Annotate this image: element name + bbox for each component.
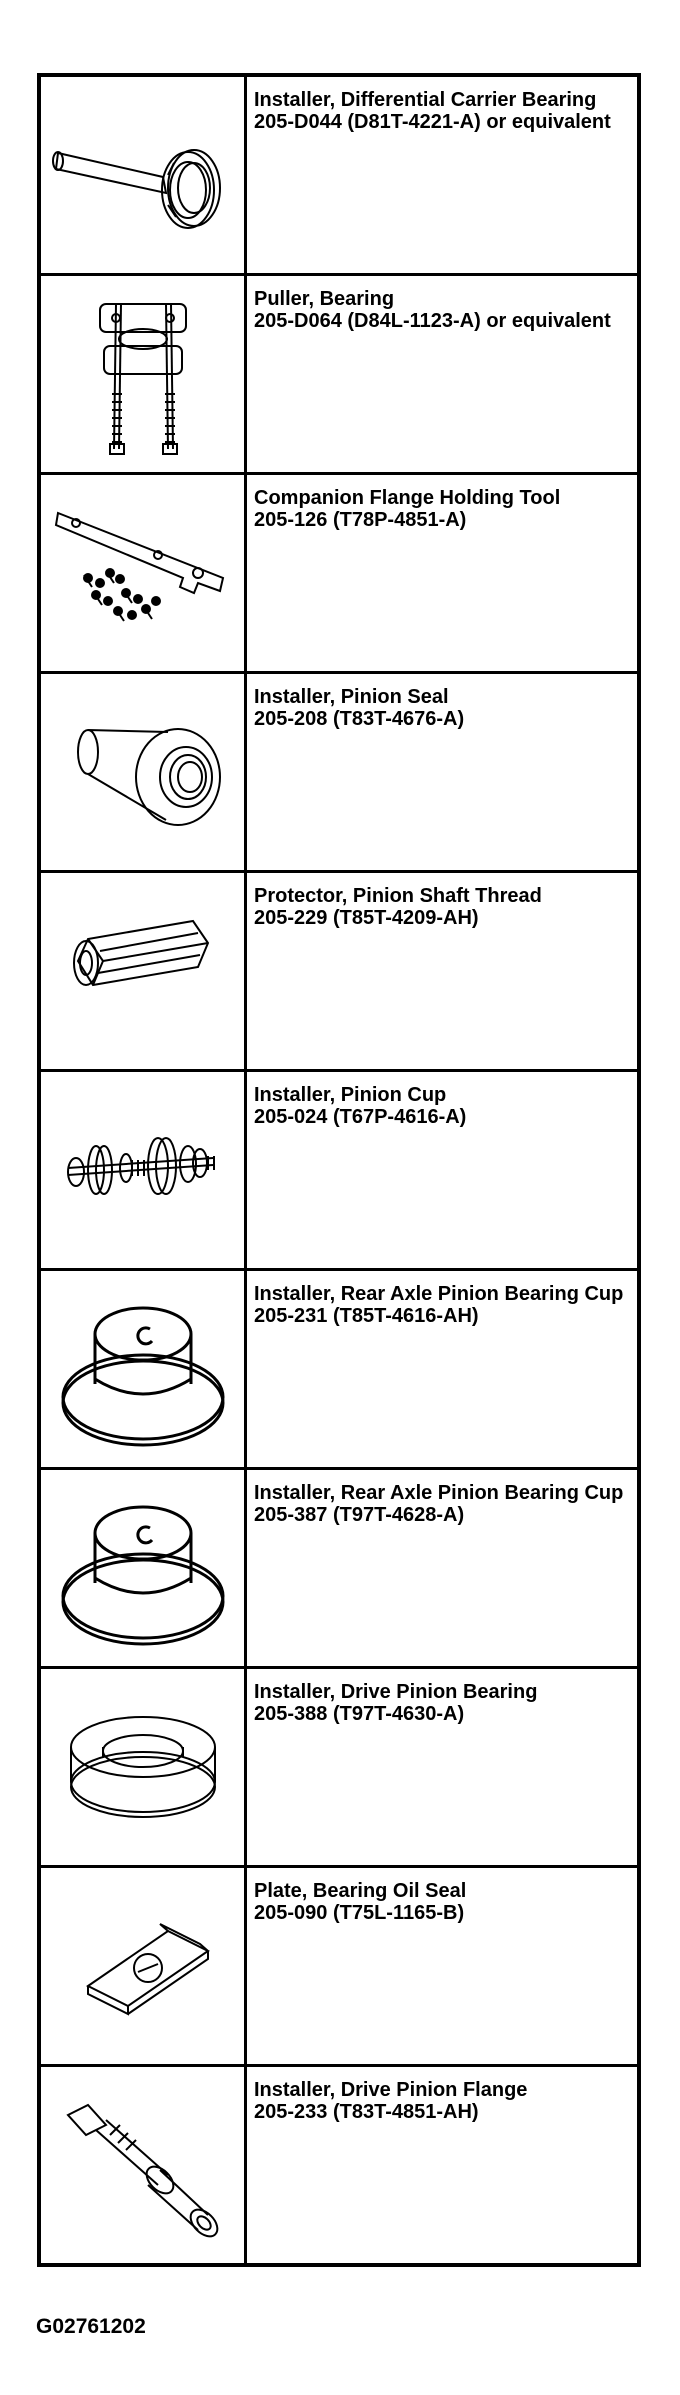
tool-row bbox=[41, 276, 637, 475]
drive-pinion-bearing-installer-icon bbox=[48, 1677, 238, 1857]
tool-name: Installer, Rear Axle Pinion Bearing Cup bbox=[254, 1482, 624, 1504]
tool-description bbox=[247, 873, 637, 1069]
tool-image-cell bbox=[41, 1868, 247, 2064]
tool-image-cell bbox=[41, 1072, 247, 1268]
tool-name: Installer, Drive Pinion Flange bbox=[254, 2079, 528, 2101]
tool-description bbox=[247, 276, 637, 472]
special-tools-table bbox=[37, 73, 641, 2267]
drive-pinion-flange-installer-icon bbox=[48, 2075, 238, 2255]
tool-name: Installer, Pinion Seal bbox=[254, 686, 449, 708]
tool-description bbox=[247, 1669, 637, 1865]
tool-row bbox=[41, 77, 637, 276]
bearing-cup-installer-icon bbox=[48, 1279, 238, 1459]
tool-description bbox=[247, 1072, 637, 1268]
tool-row bbox=[41, 873, 637, 1072]
pinion-seal-installer-icon bbox=[48, 682, 238, 862]
tool-row bbox=[41, 1868, 637, 2067]
tool-description bbox=[247, 475, 637, 671]
tool-name: Installer, Drive Pinion Bearing bbox=[254, 1681, 538, 1703]
tool-name: Installer, Differential Carrier Bearing bbox=[254, 89, 597, 111]
tool-name: Protector, Pinion Shaft Thread bbox=[254, 885, 542, 907]
bearing-installer-icon bbox=[48, 85, 238, 265]
tool-image-cell bbox=[41, 1271, 247, 1467]
tool-image-cell bbox=[41, 475, 247, 671]
oil-seal-plate-icon bbox=[48, 1876, 238, 2056]
thread-protector-icon bbox=[48, 881, 238, 1061]
bearing-puller-icon bbox=[48, 284, 238, 464]
tool-image-cell bbox=[41, 1470, 247, 1666]
tool-name: Plate, Bearing Oil Seal bbox=[254, 1880, 467, 1902]
tool-part-number: 205-D064 (D84L-1123-A) or equivalent bbox=[254, 310, 611, 332]
tool-part-number: 205-D044 (D81T-4221-A) or equivalent bbox=[254, 111, 611, 133]
tool-description bbox=[247, 2067, 637, 2263]
tool-description bbox=[247, 77, 637, 273]
tool-name: Puller, Bearing bbox=[254, 288, 395, 310]
tool-row bbox=[41, 1669, 637, 1868]
tool-part-number: 205-229 (T85T-4209-AH) bbox=[254, 907, 479, 929]
tool-row bbox=[41, 1271, 637, 1470]
tool-name: Installer, Pinion Cup bbox=[254, 1084, 447, 1106]
tool-row bbox=[41, 674, 637, 873]
tool-description bbox=[247, 674, 637, 870]
bearing-cup-installer-icon bbox=[48, 1478, 238, 1658]
tool-image-cell bbox=[41, 2067, 247, 2263]
tool-image-cell bbox=[41, 276, 247, 472]
tool-row bbox=[41, 2067, 637, 2263]
tool-row bbox=[41, 1470, 637, 1669]
tool-row bbox=[41, 1072, 637, 1271]
tool-name: Companion Flange Holding Tool bbox=[254, 487, 561, 509]
tool-row bbox=[41, 475, 637, 674]
pinion-cup-installer-icon bbox=[48, 1080, 238, 1260]
tool-part-number: 205-090 (T75L-1165-B) bbox=[254, 1902, 465, 1924]
figure-code: G02761202 bbox=[36, 2315, 146, 2338]
tool-name: Installer, Rear Axle Pinion Bearing Cup bbox=[254, 1283, 624, 1305]
tool-part-number: 205-208 (T83T-4676-A) bbox=[254, 708, 465, 730]
tool-image-cell bbox=[41, 77, 247, 273]
tool-description bbox=[247, 1470, 637, 1666]
tool-description bbox=[247, 1868, 637, 2064]
flange-holding-tool-icon bbox=[48, 483, 238, 663]
tool-part-number: 205-024 (T67P-4616-A) bbox=[254, 1106, 467, 1128]
tool-part-number: 205-231 (T85T-4616-AH) bbox=[254, 1305, 479, 1327]
tool-image-cell bbox=[41, 674, 247, 870]
tool-part-number: 205-126 (T78P-4851-A) bbox=[254, 509, 467, 531]
tool-image-cell bbox=[41, 1669, 247, 1865]
tool-part-number: 205-387 (T97T-4628-A) bbox=[254, 1504, 465, 1526]
tool-image-cell bbox=[41, 873, 247, 1069]
tool-part-number: 205-388 (T97T-4630-A) bbox=[254, 1703, 465, 1725]
tool-part-number: 205-233 (T83T-4851-AH) bbox=[254, 2101, 479, 2123]
tool-description bbox=[247, 1271, 637, 1467]
